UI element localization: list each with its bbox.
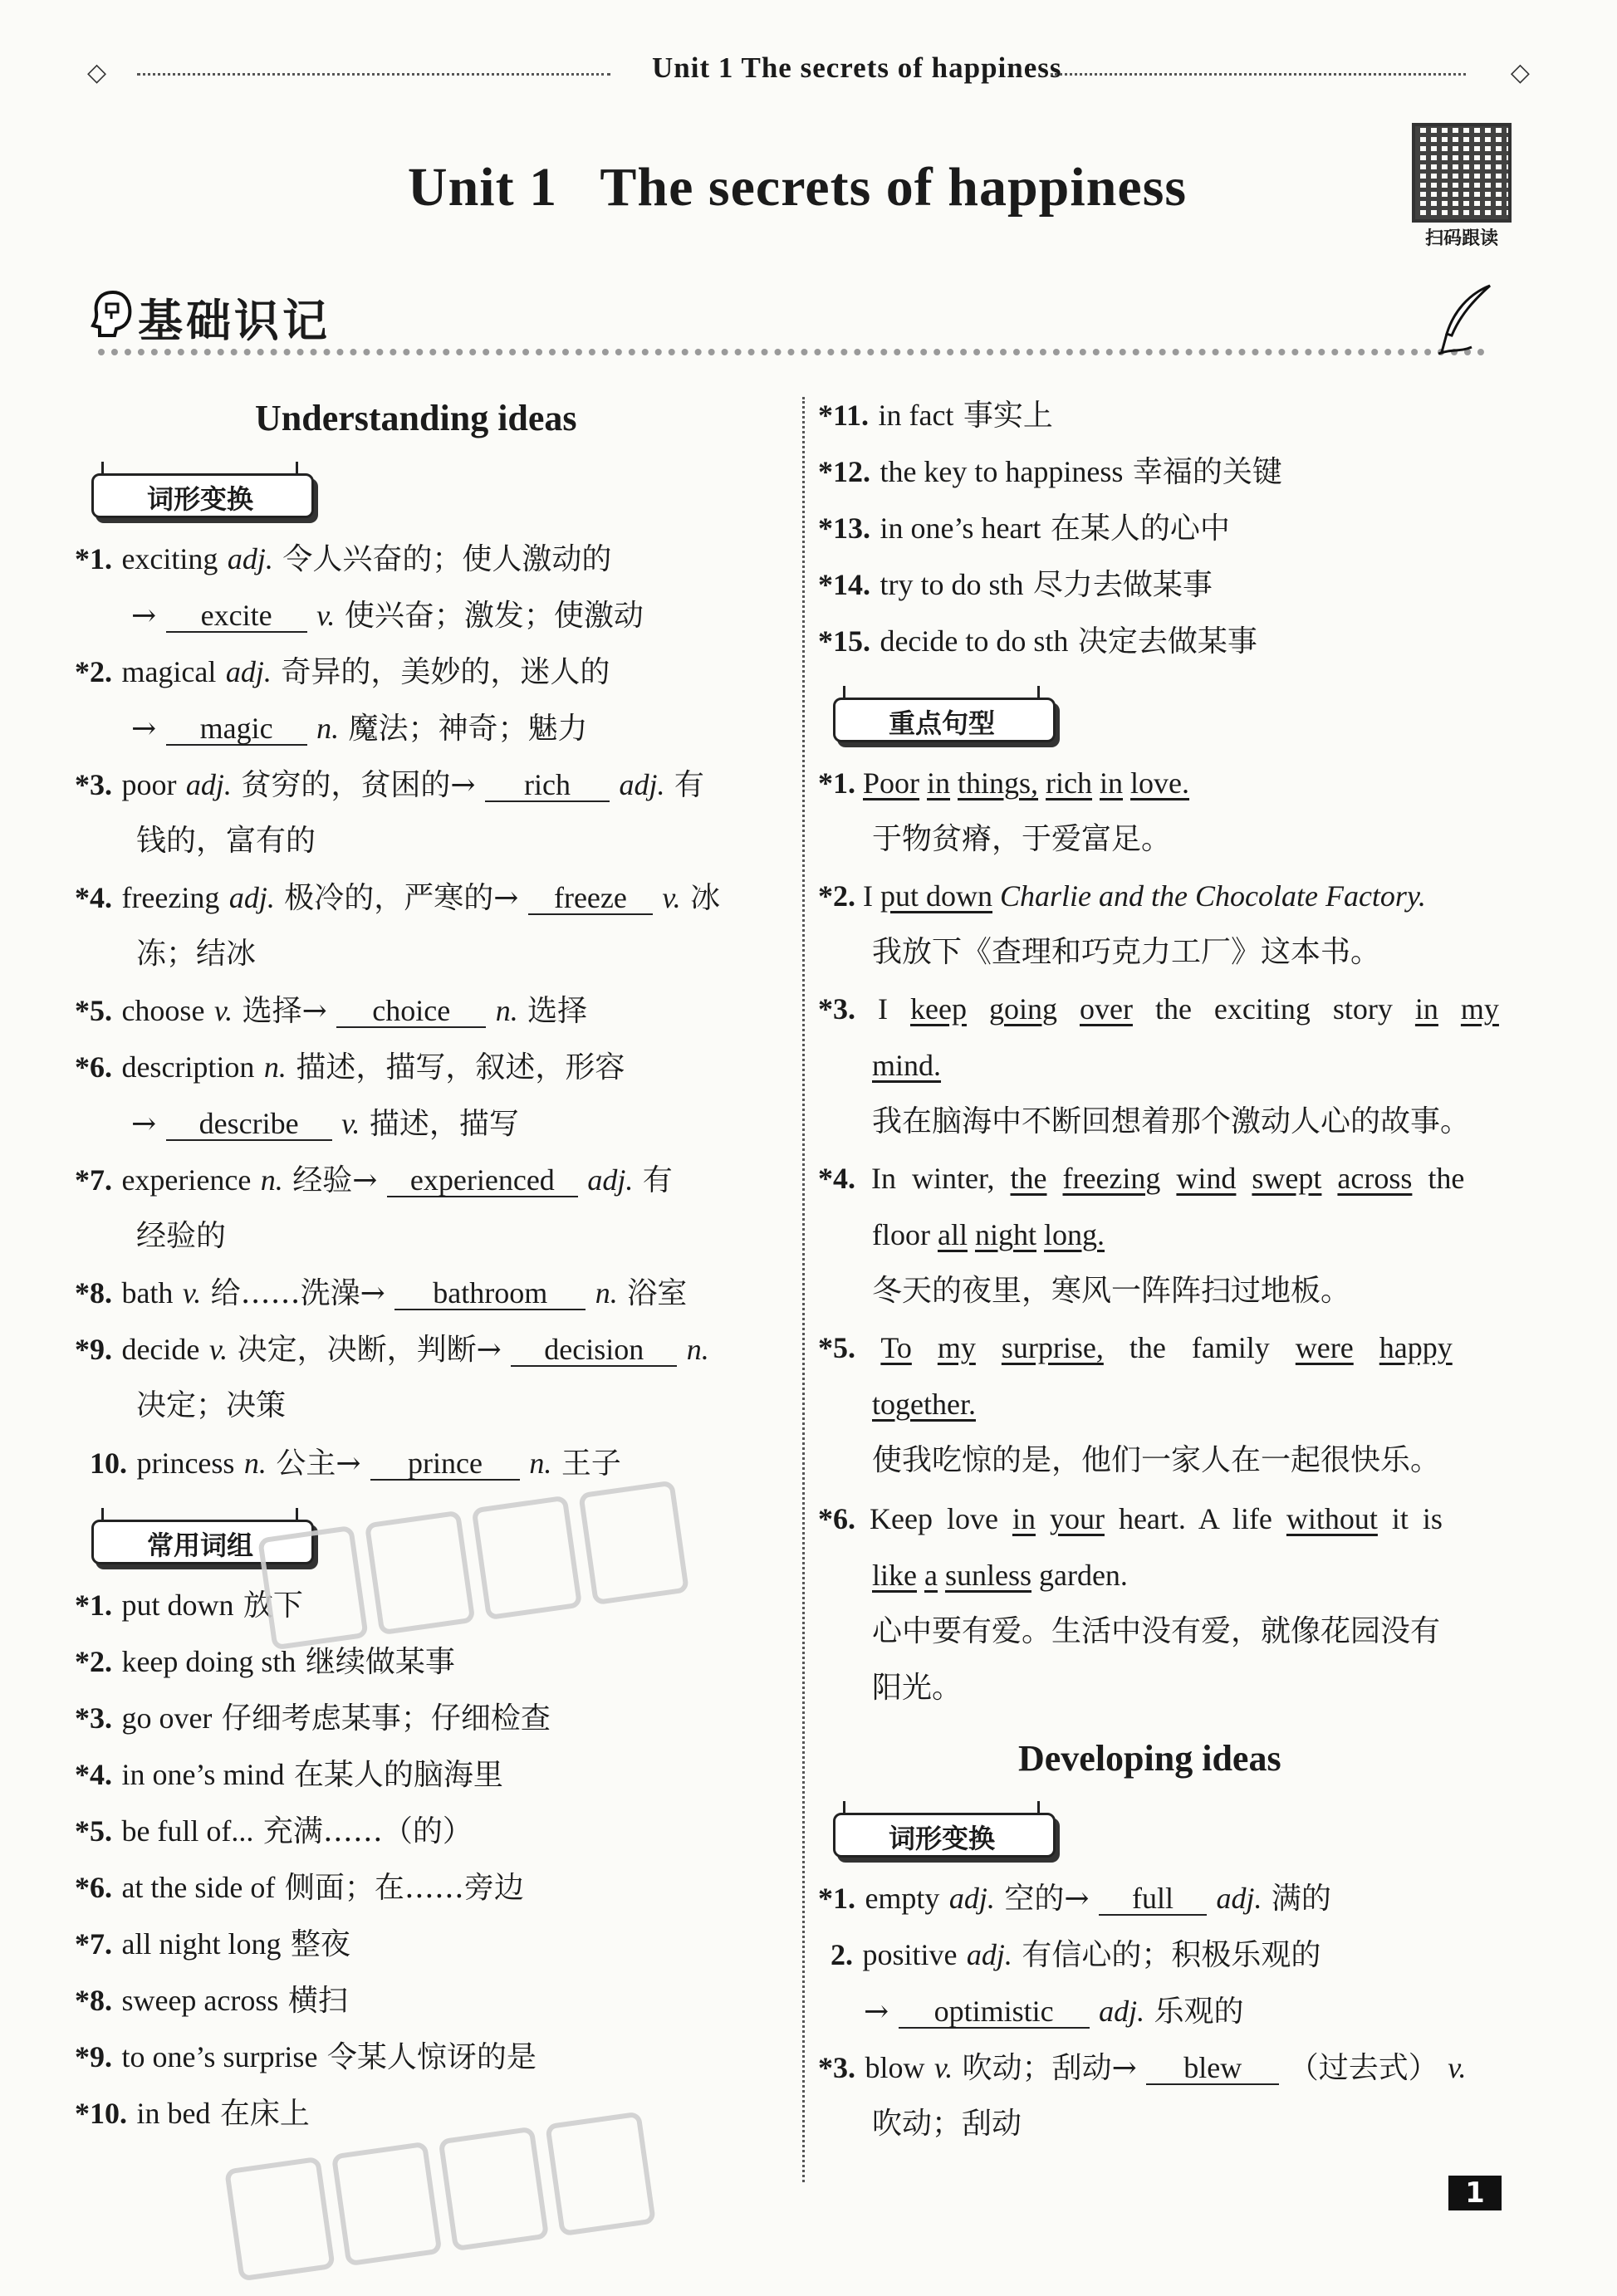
item-pos: n. bbox=[260, 1163, 283, 1197]
list-item: 冻；结冰 bbox=[136, 937, 257, 971]
sentence-word: mind. bbox=[872, 1049, 942, 1082]
phrase-en: all night long bbox=[121, 1927, 282, 1961]
sentence-word: floor bbox=[872, 1218, 930, 1251]
sentence bbox=[872, 1047, 941, 1084]
tag-label: 重点句型 bbox=[888, 707, 995, 739]
sentence-word: in bbox=[1012, 1502, 1036, 1535]
item-meaning: 公主→ bbox=[276, 1447, 361, 1481]
sentence-word: swept bbox=[1252, 1162, 1322, 1195]
list-item bbox=[75, 654, 610, 691]
item-number: *4. bbox=[818, 1162, 855, 1195]
running-title: Unit 1 The secrets of happiness bbox=[652, 51, 1062, 84]
sentence-translation: 我在脑海中不断回想着那个激动人心的故事。 bbox=[872, 1104, 1471, 1138]
phrase-zh: 侧面；在……旁边 bbox=[284, 1871, 524, 1905]
item-word: magical bbox=[121, 655, 217, 688]
item-meaning: 有 bbox=[642, 1163, 673, 1197]
item-meaning: 王子 bbox=[561, 1447, 621, 1481]
sentence-word: in bbox=[1100, 766, 1124, 800]
sentence-word: my bbox=[1460, 992, 1499, 1026]
sentence bbox=[872, 1557, 1128, 1593]
arrow: → bbox=[131, 599, 157, 633]
sentence-word: garden. bbox=[1038, 1559, 1128, 1592]
answer-blank: bathroom bbox=[394, 1277, 586, 1310]
list-item bbox=[131, 710, 588, 747]
item-pos: adj. bbox=[619, 768, 665, 801]
phrase-zh: 尽力去做某事 bbox=[1032, 568, 1213, 602]
item-word: positive bbox=[862, 1938, 958, 1971]
list-item: 经验的 bbox=[136, 1219, 227, 1253]
list-item: 钱的，富有的 bbox=[136, 824, 316, 858]
item-pos: v. bbox=[182, 1276, 202, 1310]
phrase-zh: 令某人惊讶的是 bbox=[326, 2040, 537, 2074]
qr-code-icon[interactable] bbox=[1412, 123, 1512, 223]
item-number: *2. bbox=[75, 1645, 112, 1678]
qr-caption: 扫码跟读 bbox=[1424, 228, 1498, 249]
phrase-en: in one’s mind bbox=[121, 1758, 285, 1791]
item-number: *8. bbox=[75, 1276, 112, 1310]
item-meaning: 经验→ bbox=[292, 1163, 378, 1197]
list-item bbox=[75, 1275, 687, 1312]
phrase-zh: 事实上 bbox=[963, 399, 1053, 433]
item-number: *3. bbox=[818, 2051, 855, 2084]
phrase-en: try to do sth bbox=[880, 568, 1024, 601]
answer-blank: experienced bbox=[387, 1164, 578, 1197]
item-number: *12. bbox=[818, 455, 870, 488]
item-meaning: 浴室 bbox=[627, 1276, 688, 1310]
sentence-word: my bbox=[937, 1331, 976, 1364]
item-pos: v. bbox=[933, 2051, 953, 2084]
sentence bbox=[818, 1329, 1453, 1366]
answer-blank: decision bbox=[511, 1334, 677, 1367]
item-meaning: 决定，决断，判断→ bbox=[237, 1333, 502, 1367]
arrow: → bbox=[131, 712, 157, 746]
diamond-ornament-icon: ◇ bbox=[1510, 58, 1530, 87]
item-number: *1. bbox=[75, 1589, 112, 1622]
sentence-word: like bbox=[872, 1559, 917, 1592]
item-number: *2. bbox=[818, 879, 855, 913]
list-item bbox=[818, 1880, 1331, 1917]
item-number: *4. bbox=[75, 881, 112, 914]
sentence-word: Charlie and the Chocolate Factory. bbox=[1000, 879, 1426, 913]
sentence bbox=[818, 765, 1189, 801]
sentence-word: put down bbox=[880, 879, 992, 913]
item-pos: adj. bbox=[185, 768, 232, 801]
item-number: *1. bbox=[818, 766, 855, 800]
tag-word-forms-2 bbox=[833, 1813, 1051, 1856]
sentence-word: long. bbox=[1043, 1218, 1105, 1251]
list-item bbox=[131, 1105, 519, 1143]
item-word: exciting bbox=[121, 542, 218, 575]
item-number: *5. bbox=[818, 1331, 855, 1364]
item-meaning: 描述，描写 bbox=[369, 1107, 519, 1141]
item-number: *6. bbox=[818, 1502, 855, 1535]
phrase-zh: 幸福的关键 bbox=[1132, 455, 1282, 489]
item-number: *13. bbox=[818, 512, 870, 545]
list-item bbox=[75, 1869, 524, 1907]
item-pos: n. bbox=[263, 1050, 287, 1084]
phrase-zh: 横扫 bbox=[287, 1984, 348, 2018]
sentence bbox=[872, 1386, 976, 1422]
sentence-word: together. bbox=[872, 1388, 976, 1421]
arrow: → bbox=[131, 1107, 157, 1141]
list-item bbox=[818, 623, 1257, 660]
item-pos: v. bbox=[213, 994, 233, 1027]
list-item bbox=[90, 1445, 621, 1482]
item-pos: v. bbox=[341, 1107, 360, 1140]
phrase-zh: 决定去做某事 bbox=[1077, 624, 1257, 658]
sentence-word: the exciting story bbox=[1154, 992, 1393, 1026]
item-word: decide bbox=[121, 1333, 200, 1366]
item-meaning: 空的→ bbox=[1004, 1882, 1090, 1916]
item-word: freezing bbox=[121, 881, 220, 914]
phrase-zh: 在床上 bbox=[219, 2097, 310, 2131]
diamond-ornament-icon: ◇ bbox=[87, 58, 107, 87]
list-item bbox=[75, 1049, 625, 1086]
sentence-word: your bbox=[1049, 1502, 1105, 1535]
sentence-word: love. bbox=[1130, 766, 1190, 800]
sentence-word: things, bbox=[958, 766, 1039, 800]
item-word: experience bbox=[121, 1163, 252, 1197]
list-item bbox=[75, 541, 611, 578]
phrase-en: go over bbox=[121, 1701, 213, 1735]
item-pos: adj. bbox=[228, 881, 275, 914]
sentence-word: Poor bbox=[863, 766, 920, 800]
sentence-word: To bbox=[880, 1331, 912, 1364]
sentence-word: I bbox=[863, 879, 873, 913]
phrase-zh: 整夜 bbox=[290, 1927, 350, 1961]
item-note: （过去式） bbox=[1288, 2051, 1438, 2085]
list-item bbox=[75, 992, 587, 1030]
answer-blank: rich bbox=[485, 769, 610, 802]
phrase-zh: 放下 bbox=[243, 1589, 303, 1623]
tag-label: 常用词组 bbox=[146, 1530, 253, 1561]
sentence-word: night bbox=[974, 1218, 1036, 1251]
sentence-word: in bbox=[1414, 992, 1438, 1026]
item-pos: adj. bbox=[1216, 1882, 1262, 1915]
phrase-en: at the side of bbox=[121, 1871, 276, 1904]
item-pos: adj. bbox=[1099, 1995, 1145, 2028]
list-item bbox=[818, 397, 1053, 434]
sentence-word: the bbox=[1428, 1162, 1465, 1195]
list-item bbox=[75, 2039, 537, 2076]
sentence-word: the bbox=[1010, 1162, 1047, 1195]
sentence-word: it is bbox=[1391, 1502, 1443, 1535]
item-pos: n. bbox=[686, 1333, 709, 1366]
item-pos: adj. bbox=[966, 1938, 1012, 1971]
section-title-developing: Developing ideas bbox=[1018, 1738, 1281, 1779]
phrase-en: the key to happiness bbox=[880, 455, 1124, 488]
tag-label: 词形变换 bbox=[888, 1823, 995, 1854]
item-number: *9. bbox=[75, 2040, 112, 2073]
arrow: → bbox=[864, 1995, 889, 2029]
item-pos: v. bbox=[1448, 2051, 1467, 2084]
sentence-word: keep bbox=[910, 992, 967, 1026]
item-pos: adj. bbox=[225, 655, 272, 688]
item-pos: v. bbox=[316, 599, 336, 632]
item-word: empty bbox=[865, 1882, 940, 1915]
sentence bbox=[818, 878, 1426, 914]
item-meaning: 极冷的，严寒的→ bbox=[284, 881, 519, 915]
item-pos: adj. bbox=[587, 1163, 634, 1197]
sentence-word: happy bbox=[1379, 1331, 1453, 1364]
item-word: blow bbox=[865, 2051, 925, 2084]
sentence-translation: 我放下《查理和巧克力工厂》这本书。 bbox=[872, 935, 1381, 969]
item-number: *10. bbox=[75, 2097, 127, 2130]
list-item bbox=[818, 510, 1230, 547]
list-item bbox=[818, 2049, 1467, 2087]
list-item bbox=[75, 1813, 473, 1850]
tag-label: 词形变换 bbox=[146, 483, 253, 515]
sentence bbox=[818, 1500, 1443, 1537]
item-meaning: 魔法；神奇；魅力 bbox=[348, 712, 588, 746]
sentence-translation: 阳光。 bbox=[872, 1671, 963, 1705]
item-number: *7. bbox=[75, 1927, 112, 1961]
sentence-word: rich bbox=[1046, 766, 1093, 800]
answer-blank: choice bbox=[336, 995, 486, 1028]
item-number: *1. bbox=[818, 1882, 855, 1915]
sentence-word: surprise, bbox=[1001, 1331, 1104, 1364]
item-pos: adj. bbox=[227, 542, 273, 575]
phrase-zh: 在某人的脑海里 bbox=[293, 1758, 503, 1792]
banner-title: 基础识记 bbox=[138, 295, 331, 347]
item-number: *9. bbox=[75, 1333, 112, 1366]
sentence-word: wind bbox=[1176, 1162, 1237, 1195]
sentence bbox=[818, 1160, 1464, 1197]
item-meaning: 冰 bbox=[690, 881, 721, 915]
answer-blank: prince bbox=[370, 1447, 520, 1481]
page-number: 1 bbox=[1448, 2176, 1502, 2210]
sentence-word: in bbox=[927, 766, 951, 800]
item-number: *15. bbox=[818, 624, 870, 658]
sentence-word: a bbox=[924, 1559, 938, 1592]
item-meaning: 吹动；刮动→ bbox=[962, 2051, 1137, 2085]
answer-blank: full bbox=[1099, 1882, 1207, 1916]
item-word: description bbox=[121, 1050, 255, 1084]
list-item: 决定；决策 bbox=[136, 1388, 287, 1422]
list-item bbox=[818, 566, 1213, 604]
sentence-word: the family bbox=[1129, 1331, 1270, 1364]
list-item bbox=[75, 1643, 455, 1681]
sentence-word: A life bbox=[1198, 1502, 1272, 1535]
sentence bbox=[872, 1217, 1105, 1253]
item-number: *3. bbox=[75, 768, 112, 801]
item-meaning: 使兴奋；激发；使激动 bbox=[344, 599, 644, 633]
banner-dotted-rule bbox=[98, 349, 1485, 355]
answer-blank: magic bbox=[166, 712, 307, 746]
sentence-word: were bbox=[1295, 1331, 1354, 1364]
sentence-translation: 使我吃惊的是，他们一家人在一起很快乐。 bbox=[872, 1443, 1441, 1477]
item-word: princess bbox=[136, 1447, 235, 1480]
section-title-understanding: Understanding ideas bbox=[255, 398, 577, 438]
list-item bbox=[75, 1982, 348, 2019]
sentence-word: freezing bbox=[1062, 1162, 1161, 1195]
sentence-word: going bbox=[988, 992, 1057, 1026]
phrase-en: sweep across bbox=[121, 1984, 279, 2017]
list-item bbox=[75, 1331, 709, 1368]
item-pos: n. bbox=[595, 1276, 618, 1310]
answer-blank: freeze bbox=[528, 882, 653, 915]
item-number: *5. bbox=[75, 1814, 112, 1848]
item-word: bath bbox=[121, 1276, 174, 1310]
sentence-word: heart. bbox=[1118, 1502, 1186, 1535]
item-number: *3. bbox=[818, 992, 855, 1026]
list-item bbox=[75, 766, 704, 804]
phrase-en: to one’s surprise bbox=[121, 2040, 318, 2073]
item-meaning: 有信心的；积极乐观的 bbox=[1022, 1938, 1321, 1972]
watermark-icon bbox=[250, 1466, 698, 1666]
phrase-en: in fact bbox=[878, 399, 954, 432]
list-item bbox=[75, 1756, 503, 1794]
quill-icon bbox=[1435, 282, 1493, 357]
phrase-en: in one’s heart bbox=[880, 512, 1041, 545]
item-number: *4. bbox=[75, 1758, 112, 1791]
list-item bbox=[818, 453, 1282, 491]
sentence-translation: 冬天的夜里，寒风一阵阵扫过地板。 bbox=[872, 1274, 1351, 1308]
sentence-word: without bbox=[1286, 1502, 1378, 1535]
list-item: 吹动；刮动 bbox=[872, 2107, 1022, 2141]
item-number: *6. bbox=[75, 1050, 112, 1084]
phrase-en: put down bbox=[121, 1589, 234, 1622]
item-number: *6. bbox=[75, 1871, 112, 1904]
head-brain-icon bbox=[90, 289, 136, 339]
item-number: *11. bbox=[818, 399, 870, 432]
item-pos: adj. bbox=[948, 1882, 995, 1915]
item-meaning: 有 bbox=[674, 768, 704, 802]
item-pos: n. bbox=[495, 994, 518, 1027]
phrase-en: decide to do sth bbox=[880, 624, 1069, 658]
item-pos: n. bbox=[316, 712, 340, 745]
item-number: *2. bbox=[75, 655, 112, 688]
item-pos: n. bbox=[529, 1447, 552, 1480]
sentence-word: sunless bbox=[944, 1559, 1031, 1592]
list-item bbox=[75, 1926, 350, 1963]
answer-blank: excite bbox=[166, 600, 307, 633]
phrase-en: in bed bbox=[136, 2097, 211, 2130]
phrase-zh: 充满……（的） bbox=[262, 1814, 473, 1848]
list-item bbox=[75, 879, 720, 917]
sentence-word: across bbox=[1337, 1162, 1413, 1195]
answer-blank: optimistic bbox=[899, 1995, 1090, 2029]
list-item bbox=[864, 1993, 1244, 2030]
column-divider bbox=[802, 397, 805, 2182]
item-number: 10. bbox=[90, 1447, 127, 1480]
sentence-word: I bbox=[878, 992, 888, 1026]
list-item bbox=[75, 2095, 310, 2132]
item-pos: v. bbox=[208, 1333, 228, 1366]
header-rule bbox=[137, 73, 610, 86]
item-number: *8. bbox=[75, 1984, 112, 2017]
sentence-word: all bbox=[937, 1218, 968, 1251]
answer-blank: blew bbox=[1146, 2052, 1279, 2085]
item-word: poor bbox=[121, 768, 177, 801]
list-item bbox=[75, 1700, 551, 1737]
item-number: *5. bbox=[75, 994, 112, 1027]
answer-blank: describe bbox=[166, 1108, 332, 1141]
item-meaning: 贫穷的，贫困的→ bbox=[241, 768, 476, 802]
item-pos: n. bbox=[243, 1447, 267, 1480]
sentence-translation: 于物贫瘠，于爱富足。 bbox=[872, 822, 1172, 856]
item-number: *7. bbox=[75, 1163, 112, 1197]
item-meaning: 乐观的 bbox=[1154, 1995, 1244, 2029]
item-meaning: 选择 bbox=[527, 994, 588, 1028]
sentence-word: Keep love bbox=[870, 1502, 998, 1535]
list-item bbox=[75, 1162, 673, 1199]
item-meaning: 令人兴奋的；使人激动的 bbox=[282, 542, 612, 576]
item-meaning: 给……洗澡→ bbox=[210, 1276, 385, 1310]
sentence-word: In winter, bbox=[871, 1162, 995, 1195]
phrase-en: keep doing sth bbox=[121, 1645, 296, 1678]
running-header bbox=[87, 51, 1530, 93]
item-meaning: 描述，描写，叙述，形容 bbox=[296, 1050, 625, 1084]
item-word: choose bbox=[121, 994, 205, 1027]
item-number: 2. bbox=[831, 1938, 853, 1971]
tag-word-forms bbox=[91, 473, 309, 516]
phrase-zh: 在某人的心中 bbox=[1050, 512, 1230, 546]
item-number: *1. bbox=[75, 542, 112, 575]
phrase-zh: 仔细考虑某事；仔细检查 bbox=[221, 1701, 551, 1735]
item-meaning: 满的 bbox=[1271, 1882, 1331, 1916]
item-number: *14. bbox=[818, 568, 870, 601]
tag-key-sentences bbox=[833, 698, 1051, 741]
unit-title: Unit 1 The secrets of happiness bbox=[407, 157, 1188, 218]
list-item bbox=[131, 597, 644, 634]
item-pos: v. bbox=[662, 881, 681, 914]
phrase-en: be full of... bbox=[121, 1814, 254, 1848]
sentence-word: over bbox=[1079, 992, 1133, 1026]
section-banner bbox=[90, 282, 1502, 357]
header-rule bbox=[1051, 73, 1466, 86]
sentence-translation: 心中要有爱。生活中没有爱，就像花园没有 bbox=[872, 1614, 1441, 1648]
sentence bbox=[818, 991, 1499, 1027]
list-item bbox=[831, 1936, 1321, 1974]
item-number: *3. bbox=[75, 1701, 112, 1735]
phrase-zh: 继续做某事 bbox=[305, 1645, 455, 1679]
item-meaning: 选择→ bbox=[242, 994, 327, 1028]
item-meaning: 奇异的，美妙的，迷人的 bbox=[281, 655, 610, 689]
